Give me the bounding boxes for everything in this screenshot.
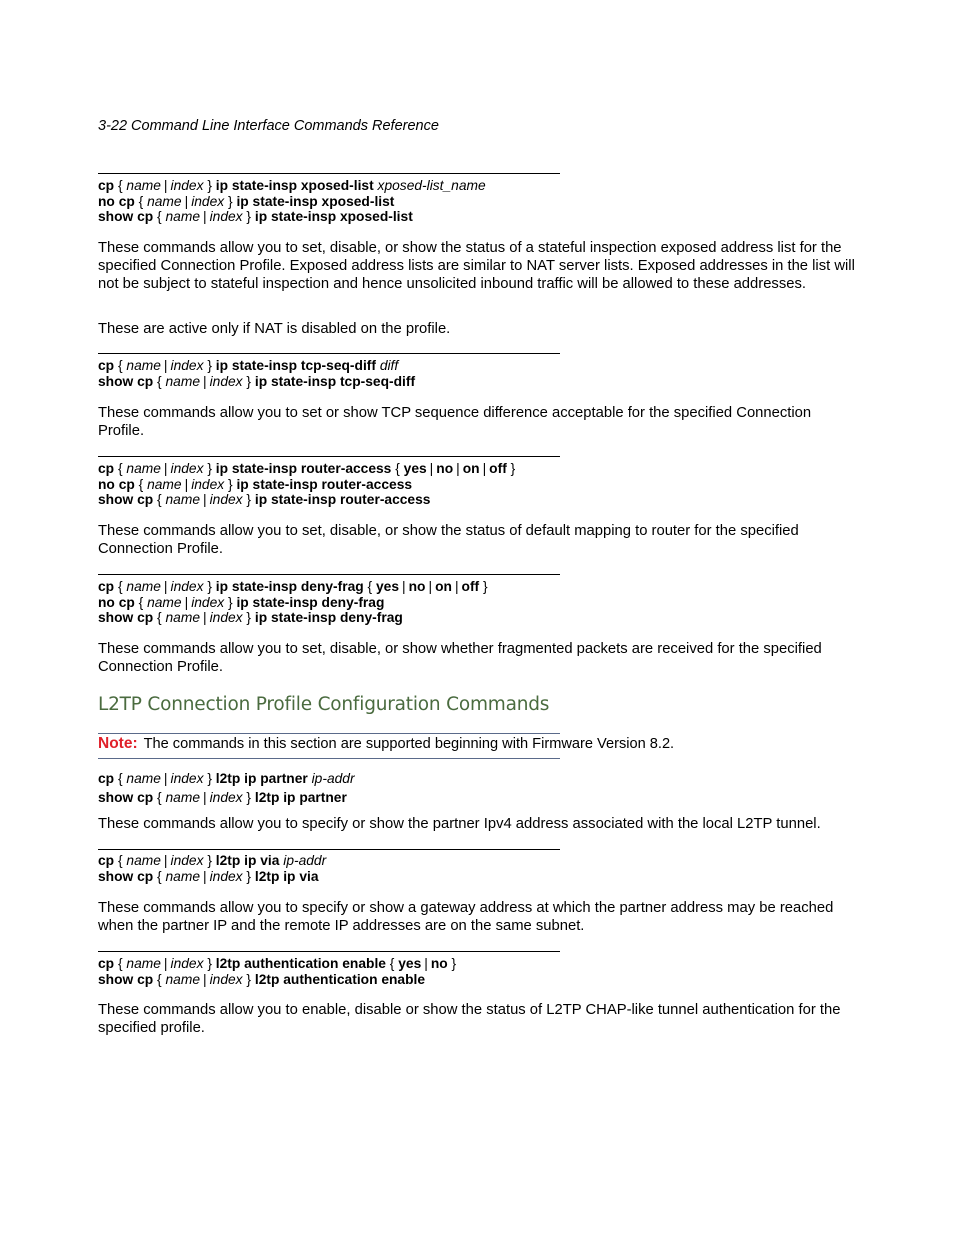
command-parameter: index [170,461,204,476]
command-punctuation: } [203,579,216,594]
command-syntax-line [98,595,858,611]
command-keyword: show cp [98,610,154,625]
command-separator: | [163,461,168,476]
command-punctuation: } [242,492,255,507]
command-punctuation: } [242,789,255,805]
command-keyword: l2tp ip via [215,853,280,868]
command-punctuation: } [447,956,457,971]
command-description [98,239,858,293]
command-punctuation: } [203,853,216,868]
command-rule [98,574,560,575]
command-punctuation: } [242,209,255,224]
command-parameter: name [126,956,161,971]
command-keyword: yes [398,956,422,971]
command-keyword: l2tp authentication enable [215,956,386,971]
command-syntax-line [98,374,858,390]
command-syntax-line [98,610,858,626]
command-separator: | [163,579,168,594]
command-syntax-line [98,771,858,787]
command-keyword: ip state-insp tcp-seq-diff [254,373,416,389]
command-parameter: index [209,492,243,507]
command-keyword: ip state-insp router-access [236,476,413,492]
command-syntax-line [98,194,858,210]
command-keyword: on [435,579,452,594]
command-punctuation: { [114,956,127,971]
command-keyword: on [462,461,480,476]
running-head: 3-22 Command Line Interface Commands Reference [98,118,439,134]
command-parameter: name [165,868,200,884]
command-keyword: no cp [98,594,135,610]
command-keyword: cp [98,579,115,594]
command-punctuation: { [114,461,127,476]
command-keyword: show cp [98,209,154,224]
command-separator: | [428,579,433,594]
command-punctuation: { [153,492,166,507]
command-separator: | [203,373,207,389]
command-block [98,579,858,626]
command-keyword: no [408,579,426,594]
command-block [98,853,858,884]
command-parameter: index [209,971,243,987]
command-separator: | [163,853,168,868]
command-parameter: name [147,193,182,209]
command-description [98,815,858,833]
command-keyword: off [489,461,507,476]
command-punctuation: } [479,579,488,594]
command-separator: | [163,178,168,193]
command-parameter: name [126,461,161,476]
command-parameter: index [170,178,204,193]
command-parameter: index [170,579,204,594]
command-punctuation: { [363,579,376,594]
command-parameter: name [126,358,161,373]
command-punctuation: } [224,193,237,209]
command-punctuation: } [203,461,216,476]
command-keyword: l2tp authentication enable [254,971,426,987]
command-keyword: ip state-insp xposed-list [254,209,413,224]
command-punctuation: } [203,956,216,971]
command-punctuation: { [134,476,148,492]
command-keyword: ip state-insp deny-frag [254,610,403,625]
command-parameter: index [170,358,204,373]
command-separator: | [203,209,207,224]
command-keyword: show cp [98,971,154,987]
command-punctuation: } [242,868,255,884]
command-keyword: ip state-insp xposed-list [236,193,395,209]
command-keyword: ip state-insp deny-frag [236,594,385,610]
command-parameter: name [147,476,182,492]
command-parameter: index [209,610,243,625]
command-keyword: no cp [98,193,135,209]
command-punctuation: } [203,358,216,373]
command-separator: | [203,789,207,805]
command-keyword: l2tp ip partner [215,771,308,786]
section-heading: L2TP Connection Profile Configuration Commands [98,694,550,715]
command-punctuation: } [242,373,255,389]
command-punctuation: { [153,209,166,224]
command-keyword: ip state-insp router-access [215,461,392,476]
command-syntax-line [98,178,858,194]
command-separator: | [402,579,406,594]
description-paragraph: These commands allow you to set or show TCP sequence difference acceptable for the specified Connection Profile. [98,405,812,439]
command-punctuation: } [203,178,216,193]
command-description [98,404,858,440]
command-keyword: ip state-insp xposed-list [215,178,374,193]
command-keyword: no [430,956,448,971]
command-keyword: yes [403,461,427,476]
command-separator: | [163,956,168,971]
command-parameter: index [209,868,243,884]
command-syntax-line [98,972,858,988]
command-separator: | [203,868,207,884]
command-separator: | [429,461,434,476]
command-parameter: name [126,853,161,868]
command-parameter: name [126,771,161,786]
command-punctuation: { [153,373,166,389]
command-parameter: name [165,209,200,224]
command-syntax-line [98,956,858,972]
command-separator: | [184,193,189,209]
command-rule [98,456,560,457]
command-separator: | [203,610,207,625]
command-parameter: name [165,492,200,507]
command-keyword: no cp [98,476,135,492]
command-keyword: cp [98,771,115,786]
command-parameter: name [126,178,161,193]
command-separator: | [184,594,189,610]
command-block [98,461,858,508]
description-paragraph: These commands allow you to set, disable, or show whether fragmented packets are received for the specified Connection Profile. [98,641,822,675]
command-parameter: index [209,209,243,224]
command-parameter: xposed-list_name [377,178,486,193]
command-keyword: cp [98,956,115,971]
command-description-note [98,320,858,338]
command-keyword: yes [376,579,400,594]
command-keyword: cp [98,461,115,476]
command-separator: | [203,971,207,987]
command-separator: | [456,461,460,476]
note-label: Note: [98,735,138,752]
command-parameter: name [147,594,182,610]
command-syntax-line [98,579,858,595]
command-punctuation: } [242,971,255,987]
command-block [98,771,858,805]
command-parameter: index [209,373,243,389]
command-parameter: index [170,771,204,786]
command-syntax-line [98,492,858,508]
command-rule [98,173,560,174]
command-keyword: off [461,579,480,594]
command-separator: | [482,461,487,476]
command-punctuation: } [506,461,516,476]
command-keyword: l2tp ip via [254,868,319,884]
command-keyword: cp [98,178,115,193]
command-syntax-line [98,869,858,885]
command-separator: | [454,579,459,594]
command-syntax-line [98,461,858,477]
command-keyword: show cp [98,868,154,884]
command-description [98,1001,858,1037]
command-keyword: cp [98,853,115,868]
command-syntax-line [98,209,858,225]
command-keyword: show cp [98,492,154,507]
command-punctuation: { [114,853,127,868]
command-keyword: show cp [98,789,154,805]
command-separator: | [424,956,428,971]
command-keyword: no [436,461,454,476]
command-punctuation: { [134,193,148,209]
command-parameter: index [170,853,204,868]
command-parameter: index [191,594,225,610]
command-keyword: ip state-insp deny-frag [215,579,364,594]
command-parameter: ip-addr [283,853,327,868]
command-keyword: show cp [98,373,154,389]
command-parameter: index [191,193,225,209]
command-parameter: index [209,789,243,805]
command-description [98,522,858,558]
command-rule [98,849,560,850]
command-parameter: diff [379,358,399,373]
command-syntax-line [98,358,858,374]
command-keyword: ip state-insp tcp-seq-diff [215,358,376,373]
command-punctuation: { [153,789,166,805]
description-paragraph: These commands allow you to enable, disable or show the status of L2TP CHAP-like tunnel authentication for the specified profile. [98,1002,841,1036]
command-parameter: name [165,789,200,805]
command-keyword: l2tp ip partner [254,789,347,805]
description-paragraph: These commands allow you to set, disable, or show the status of default mapping to router for the specified Connection Profile. [98,523,799,557]
command-punctuation: { [153,971,166,987]
command-keyword: cp [98,358,115,373]
command-punctuation: { [153,868,166,884]
command-keyword: ip state-insp router-access [254,492,431,507]
command-punctuation: { [134,594,148,610]
command-parameter: index [170,956,204,971]
note-text: The commands in this section are supported beginning with Firmware Version 8.2. [143,736,675,752]
command-separator: | [184,476,189,492]
command-block [98,178,858,225]
command-parameter: name [165,373,200,389]
command-parameter: ip-addr [311,771,355,786]
description-paragraph: These are active only if NAT is disabled on the profile. [98,321,451,337]
command-block [98,358,858,389]
command-separator: | [163,771,168,786]
command-syntax-line [98,790,858,806]
command-punctuation: { [153,610,166,625]
command-parameter: name [165,971,200,987]
command-parameter: name [126,579,161,594]
command-parameter: index [191,476,225,492]
command-punctuation: { [114,178,127,193]
command-punctuation: { [114,358,127,373]
command-punctuation: } [242,610,255,625]
command-block [98,956,858,987]
command-punctuation: { [385,956,399,971]
command-punctuation: } [224,476,237,492]
command-rule [98,951,560,952]
command-separator: | [163,358,168,373]
command-parameter: name [165,610,200,625]
command-rule [98,353,560,354]
description-paragraph: These commands allow you to specify or show a gateway address at which the partner address may be reached when the partner IP and the remote IP addresses are on the same subnet. [98,900,834,934]
command-syntax-line [98,853,858,869]
command-punctuation: { [391,461,404,476]
command-punctuation: } [224,594,237,610]
command-syntax-line [98,477,858,493]
command-punctuation: } [203,771,216,786]
description-paragraph: These commands allow you to specify or show the partner Ipv4 address associated with the local L2TP tunnel. [98,816,821,832]
command-punctuation: { [114,771,127,786]
description-paragraph: These commands allow you to set, disable, or show the status of a stateful inspection exposed address list for the specified Connection Profile. Exposed address lists are similar to NAT server lists. Exposed addresses in the list will not be subject to stateful inspection and hence unsolicited inbound traffic will be allowed to these addresses. [98,240,855,292]
command-description [98,640,858,676]
command-separator: | [203,492,207,507]
command-punctuation: { [114,579,127,594]
command-description [98,899,858,935]
note [98,735,674,753]
